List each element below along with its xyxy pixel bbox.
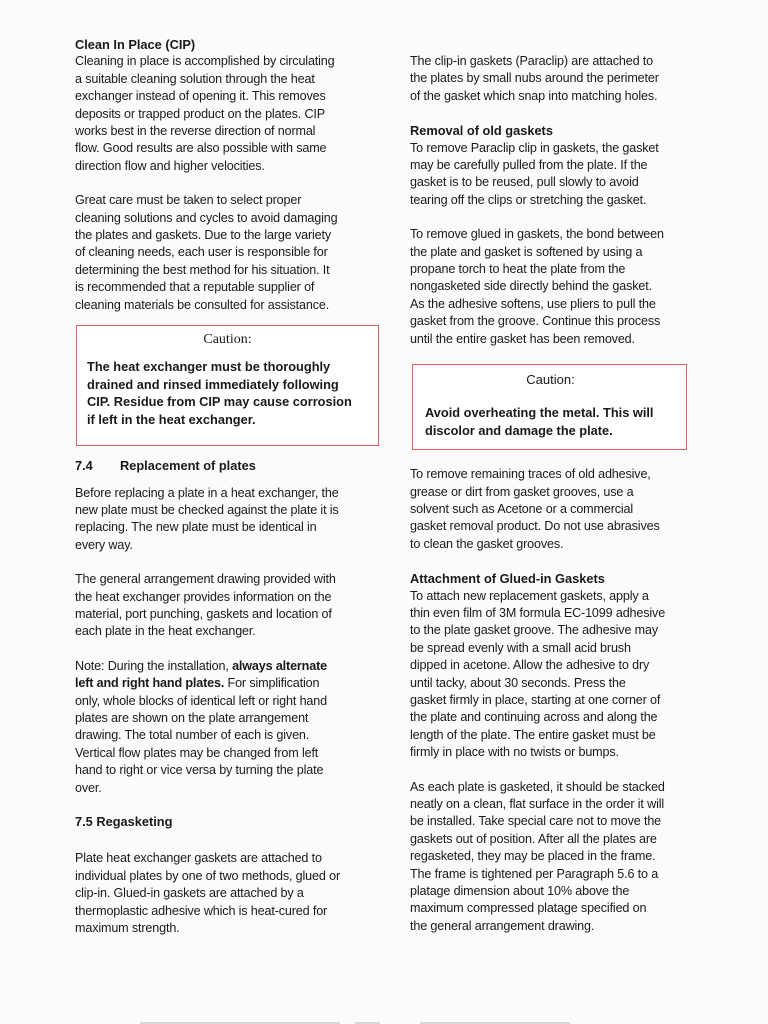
caution-line: drained and rinsed immediately following bbox=[87, 376, 339, 392]
section-7-5-heading: 7.5 Regasketing bbox=[75, 814, 173, 829]
text-line: the heat exchanger provides information on the bbox=[75, 589, 332, 604]
text-line: regasketed, they may be placed in the frame. bbox=[410, 849, 656, 864]
text-line: To remove remaining traces of old adhesive, bbox=[410, 467, 651, 482]
text-line: To attach new replacement gaskets, apply a bbox=[410, 588, 649, 603]
text-line: to the plate gasket groove. The adhesive may bbox=[410, 623, 658, 638]
text-line: platage dimension about 10% above the bbox=[410, 884, 630, 899]
text-line: solvent such as Acetone or a commercial bbox=[410, 501, 634, 516]
right-column bbox=[410, 53, 715, 935]
text-line: direction flow and higher velocities. bbox=[75, 158, 265, 173]
text-line: gasket removal product. Do not use abrasives bbox=[410, 519, 660, 534]
stacking-paragraph bbox=[410, 779, 715, 936]
text-line: of the gasket which snap into matching holes. bbox=[410, 88, 658, 103]
text-line: Cleaning in place is accomplished by circulating bbox=[75, 54, 335, 69]
text-line: gaskets out of position. After all the plates are bbox=[410, 831, 657, 846]
clip-in-paragraph bbox=[410, 53, 715, 105]
caution-title: Caution: bbox=[203, 332, 252, 348]
text-line: grease or dirt from gasket grooves, use a bbox=[410, 484, 634, 499]
caution-line: Avoid overheating the metal. This will bbox=[425, 405, 654, 421]
note-bold-2: left and right hand plates. bbox=[75, 676, 225, 691]
attachment-paragraph bbox=[410, 588, 715, 762]
text-line: over. bbox=[75, 780, 102, 795]
cip-caution-box bbox=[76, 325, 379, 446]
text-line: The frame is tightened per Paragraph 5.6 to a bbox=[410, 866, 659, 881]
text-line: firmly in place with no twists or bumps. bbox=[410, 745, 619, 760]
text-line: maximum compressed platage specified on bbox=[410, 901, 647, 916]
text-line: The general arrangement drawing provided with bbox=[75, 572, 336, 587]
text-line: to clean the gasket grooves. bbox=[410, 536, 564, 551]
text-line: plates are shown on the plate arrangement bbox=[75, 710, 309, 725]
text-line: determining the best method for his situation. It bbox=[75, 262, 330, 277]
note-paragraph bbox=[75, 658, 377, 797]
caution-line: The heat exchanger must be thoroughly bbox=[87, 359, 331, 375]
text-line: be spread evenly with a small acid brush bbox=[410, 640, 631, 655]
text-line bbox=[75, 658, 377, 675]
s74-paragraph-2 bbox=[75, 571, 377, 641]
text-line: Vertical flow plates may be changed from left bbox=[75, 745, 319, 760]
cip-paragraph-2 bbox=[75, 192, 377, 314]
text-line: until tacky, about 30 seconds. Press the bbox=[410, 675, 626, 690]
text-line: nongasketed side directly behind the gasket. bbox=[410, 279, 652, 294]
text-line: To remove Paraclip clip in gaskets, the gasket bbox=[410, 140, 659, 155]
caution-title: Caution: bbox=[526, 372, 575, 388]
text-line: the general arrangement drawing. bbox=[410, 918, 595, 933]
text-line: Plate heat exchanger gaskets are attached to bbox=[75, 851, 322, 866]
text-line: clip-in. Glued-in gaskets are attached by a bbox=[75, 886, 304, 901]
text-line: tearing off the clips or stretching the gasket. bbox=[410, 192, 647, 207]
text-line: individual plates by one of two methods, glued or bbox=[75, 868, 340, 883]
text-line: the plates by small nubs around the perimeter bbox=[410, 71, 659, 86]
text-line: dipped in acetone. Allow the adhesive to dry bbox=[410, 658, 650, 673]
text-line: As each plate is gasketed, it should be stacked bbox=[410, 779, 665, 794]
text-line: each plate in the heat exchanger. bbox=[75, 624, 256, 639]
residue-paragraph bbox=[410, 466, 715, 553]
text-line: new plate must be checked against the plate it is bbox=[75, 502, 339, 517]
text-line: the plate and continuing across and along the bbox=[410, 710, 658, 725]
caution-line: discolor and damage the plate. bbox=[425, 422, 613, 438]
text-line: the plate and gasket is softened by using a bbox=[410, 244, 643, 259]
text-line: The clip-in gaskets (Paraclip) are attached to bbox=[410, 54, 653, 68]
removal-heading: Removal of old gaskets bbox=[410, 123, 553, 139]
text-line: To remove glued in gaskets, the bond between bbox=[410, 227, 664, 242]
section-title: Replacement of plates bbox=[120, 458, 256, 474]
note-bold-1: always alternate bbox=[232, 658, 327, 673]
text-line: maximum strength. bbox=[75, 921, 180, 936]
caution-line: if left in the heat exchanger. bbox=[87, 411, 256, 427]
text-line: Great care must be taken to select proper bbox=[75, 193, 302, 208]
text-line: gasket from the groove. Continue this process bbox=[410, 314, 661, 329]
text-line: thermoplastic adhesive which is heat-cured for bbox=[75, 903, 328, 918]
text-line: gasket is to be reused, pull slowly to avoid bbox=[410, 175, 639, 190]
overheating-caution-box bbox=[412, 364, 687, 450]
text-line: replacing. The new plate must be identical in bbox=[75, 520, 317, 535]
removal-paragraph-2 bbox=[410, 226, 715, 348]
text-line: hand to right or vice versa by turning the plate bbox=[75, 763, 324, 778]
caution-line: CIP. Residue from CIP may cause corrosion bbox=[87, 394, 352, 410]
text-line: every way. bbox=[75, 537, 133, 552]
text-line: of cleaning needs, each user is responsible for bbox=[75, 245, 328, 260]
text-line: may be carefully pulled from the plate. If the bbox=[410, 158, 648, 173]
text-line: is recommended that a reputable supplier of bbox=[75, 280, 315, 295]
attachment-heading: Attachment of Glued-in Gaskets bbox=[410, 571, 605, 587]
text-line: drawing. The total number of each is given. bbox=[75, 728, 310, 743]
scan-edge-marks bbox=[0, 1018, 768, 1024]
text-line: As the adhesive softens, use pliers to pull the bbox=[410, 296, 656, 311]
text-line: only, whole blocks of identical left or right hand bbox=[75, 693, 327, 708]
text-line: until the entire gasket has been removed. bbox=[410, 331, 635, 346]
note-prefix: Note: During the installation, bbox=[75, 658, 233, 673]
s75-paragraph bbox=[75, 850, 377, 937]
text-line: cleaning materials be consulted for assistance. bbox=[75, 297, 330, 312]
text-line: propane torch to heat the plate from the bbox=[410, 262, 626, 277]
text-line: flow. Good results are also possible with same bbox=[75, 141, 327, 156]
text-line: deposits or trapped product on the plates. CIP bbox=[75, 106, 326, 121]
removal-paragraph-1 bbox=[410, 140, 715, 210]
note-rest: For simplification bbox=[224, 676, 320, 691]
text-line: works best in the reverse direction of normal bbox=[75, 124, 316, 139]
cip-paragraph-1 bbox=[75, 53, 377, 175]
section-7-4-heading bbox=[75, 457, 377, 474]
cip-heading: Clean In Place (CIP) bbox=[75, 37, 196, 52]
section-number: 7.4 bbox=[75, 458, 93, 474]
text-line: material, port punching, gaskets and location of bbox=[75, 606, 332, 621]
left-column bbox=[75, 36, 377, 937]
text-line: neatly on a clean, flat surface in the order it will bbox=[410, 797, 665, 811]
s74-paragraph-1 bbox=[75, 485, 377, 555]
text-line: be installed. Take special care not to move the bbox=[410, 814, 662, 829]
text-line: gasket firmly in place, starting at one corner of bbox=[410, 692, 661, 707]
text-line: the plates and gaskets. Due to the large variety bbox=[75, 228, 332, 243]
text-line: cleaning solutions and cycles to avoid damaging bbox=[75, 210, 338, 225]
text-line: Before replacing a plate in a heat exchanger, the bbox=[75, 485, 339, 500]
text-line: length of the plate. The entire gasket must be bbox=[410, 727, 656, 742]
text-line: a suitable cleaning solution through the heat bbox=[75, 71, 315, 86]
text-line: thin even film of 3M formula EC-1099 adhesive bbox=[410, 605, 666, 620]
text-line: exchanger instead of opening it. This removes bbox=[75, 89, 326, 104]
text-line bbox=[75, 675, 377, 692]
